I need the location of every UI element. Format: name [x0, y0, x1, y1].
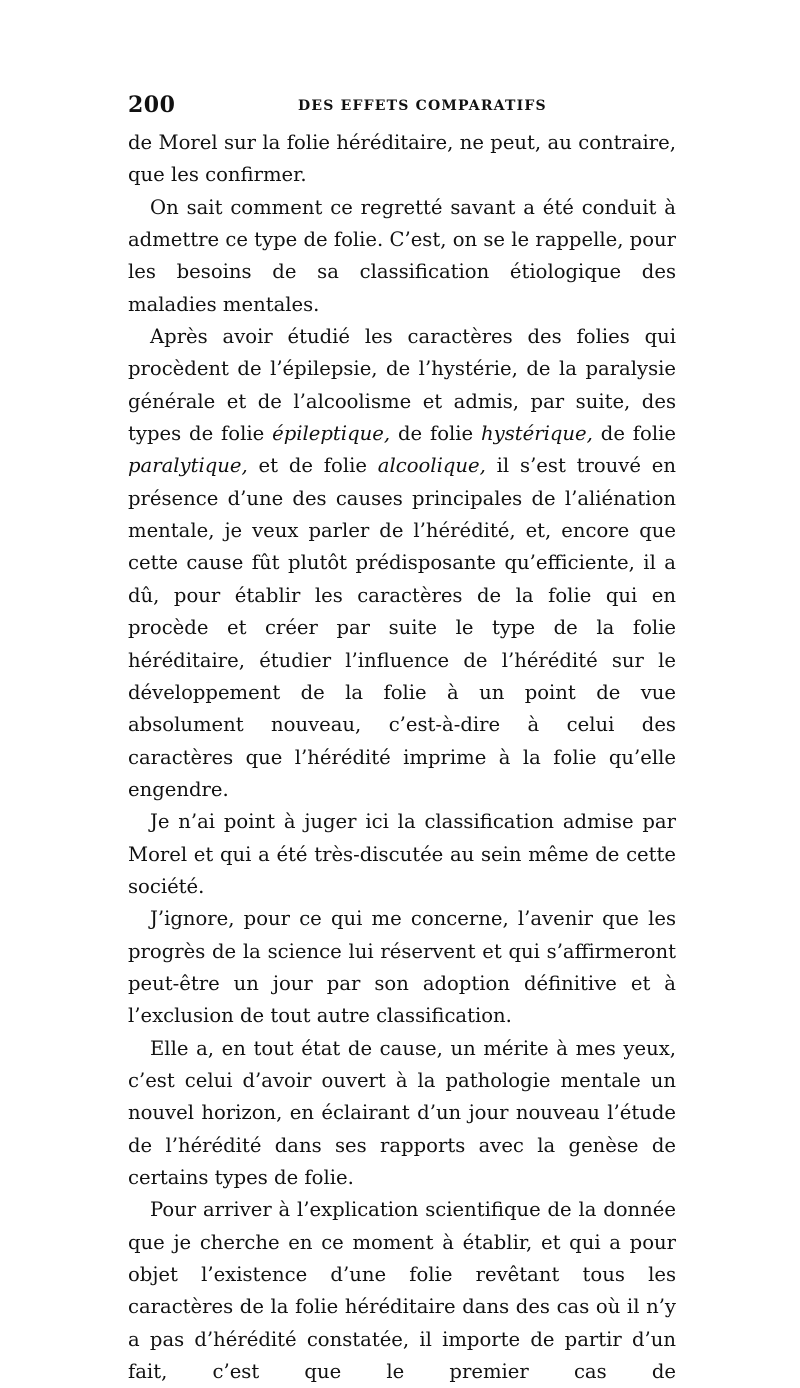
paragraph — [128, 321, 676, 806]
paragraph — [128, 1194, 676, 1388]
text-run: et de folie — [247, 454, 378, 478]
page-number: 200 — [128, 92, 176, 118]
italic-run: épileptique, — [272, 422, 391, 446]
text-run: J’ignore, pour ce qui me concerne, l’avenir que les progrès de la science lui réservent et qui s’affirmeront peut-être un jour par son adoption définitive et à l’exclusion de tout autre classification. — [128, 907, 676, 1028]
italic-run: alcoolique, — [377, 454, 486, 478]
text-run: de folie — [390, 422, 482, 446]
running-head — [128, 92, 676, 122]
running-title: DES EFFETS COMPARATIFS — [298, 98, 547, 114]
paragraph — [128, 192, 676, 321]
text-run: de Morel sur la folie héréditaire, ne peut, au contraire, que les confirmer. — [128, 131, 676, 187]
body-text — [128, 127, 676, 1388]
text-run: Pour arriver à l’explication scientifique de la donnée que je cherche en ce moment à établir, et qui a pour objet l’existence d’une folie revêtant tous les caractères de la folie héréditaire dans des cas où il n’y a pas d’hérédité constatée, il importe de partir d’un fait, c’est que le premier cas de — [128, 1198, 676, 1384]
paragraph — [128, 1033, 676, 1195]
italic-run: paralytique, — [128, 454, 248, 478]
text-run: de folie — [592, 422, 676, 446]
text-run: Je n’ai point à juger ici la classification admise par Morel et qui a été très-discutée au sein même de cette société. — [128, 810, 676, 898]
text-run: Elle a, en tout état de cause, un mérite à mes yeux, c’est celui d’avoir ouvert à la pathologie mentale un nouvel horizon, en éclairant d’un jour nouveau l’étude de l’hérédité dans ses rapports avec la genèse de certains types de folie. — [128, 1036, 676, 1189]
paragraph — [128, 903, 676, 1032]
text-run: Après avoir étudié les caractères des folies qui procèdent de l’épilepsie, de l’hystérie, de la paralysie générale et de l’alcoolisme et admis, par suite, des types de folie — [128, 325, 676, 446]
text-run: il s’est trouvé en présence d’une des causes principales de l’aliénation mentale, je veux parler de l’hérédité, et, encore que cette cause fût plutôt prédisposante qu’efficiente, il a dû, pour établir les caractères de la folie qui en procède et créer par suite le type de la folie héréditaire, étudier l’influence de l’hérédité sur le développement de la folie à un point de vue absolument nouveau, c’est-à-dire à celui des caractères que l’hérédité imprime à la folie qu’elle engendre. — [128, 454, 676, 801]
italic-run: hystérique, — [481, 422, 593, 446]
paragraph — [128, 806, 676, 903]
text-run: On sait comment ce regretté savant a été conduit à admettre ce type de folie. C’est, on se le rappelle, pour les besoins de sa classification étiologique des maladies mentales. — [128, 195, 676, 316]
paragraph — [128, 127, 676, 192]
